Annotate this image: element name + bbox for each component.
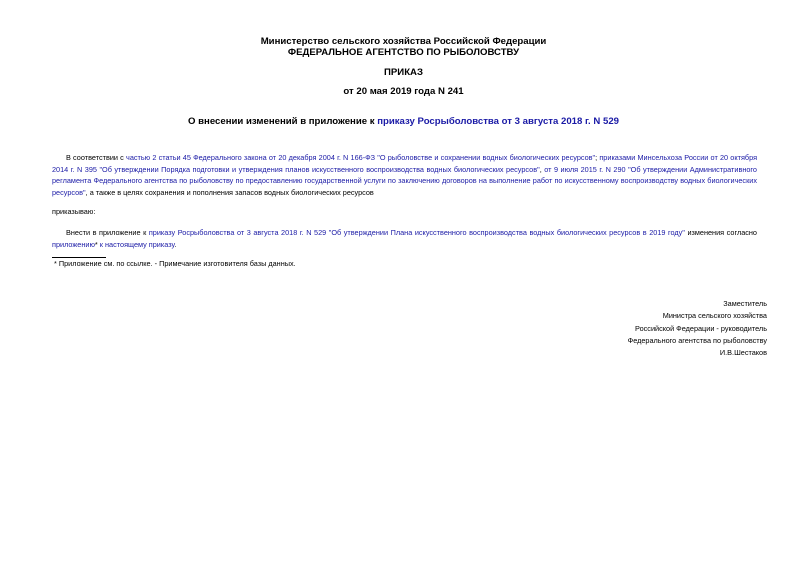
- p3-link-appendix[interactable]: приложению: [52, 239, 95, 249]
- p1-text-4: , а также в целях сохранения и пополнения запасов водных биологических ресурсов: [85, 187, 374, 197]
- document-subject: [0, 116, 807, 127]
- signature-title-3: Российской Федерации - руководитель: [635, 323, 767, 333]
- subject-prefix: О внесении изменений в приложение к: [188, 116, 378, 127]
- p3-link-order-529[interactable]: приказу Росрыболовства от 3 августа 2018 г. N 529 "Об утверждении Плана искусственного воспроизводства водных биологических ресурсов в 2019 году": [148, 228, 685, 237]
- ministry-name: Министерство сельского хозяйства Российской Федерации: [260, 36, 547, 47]
- signature-title-1: Заместитель: [723, 299, 767, 308]
- p1-text-1: В соответствии с: [66, 153, 127, 162]
- footnote: * Приложение см. по ссылке. - Примечание изготовителя базы данных.: [54, 259, 296, 268]
- p3-link-this-order[interactable]: к настоящему приказу: [99, 239, 175, 249]
- p1-text-3: ,: [539, 164, 545, 174]
- subject-link[interactable]: приказу Росрыболовства от 3 августа 2018 г. N 529: [377, 116, 619, 127]
- p1-text-2: ;: [595, 153, 600, 162]
- p3-text-2: изменения согласно: [684, 228, 757, 237]
- paragraph-order: приказываю:: [52, 207, 96, 216]
- document-date-number: от 20 мая 2019 года N 241: [343, 86, 464, 97]
- p1-link-order-290[interactable]: от 9 июля 2015 г. N 290 "Об утверждении Административного регламента Федерального агентства по рыболовству по предоставлению государственной услуги по заключению договоров на выполнение работ по искусственному воспроизводству водных биологических ресурсов": [52, 164, 757, 197]
- signature-name: И.В.Шестаков: [719, 348, 767, 358]
- document-type: ПРИКАЗ: [384, 67, 423, 78]
- signature-title-4: Федерального агентства по рыболовству: [627, 335, 767, 345]
- agency-name: ФЕДЕРАЛЬНОЕ АГЕНТСТВО ПО РЫБОЛОВСТВУ: [287, 47, 520, 58]
- paragraph-basis: [52, 152, 757, 198]
- p1-link-law[interactable]: частью 2 статьи 45 Федерального закона от 20 декабря 2004 г. N 166-ФЗ "О рыболовстве и сохранении водных биологических ресурсов": [126, 153, 596, 162]
- signature-block: [467, 298, 767, 359]
- signature-title-2: Министра сельского хозяйства: [662, 311, 767, 321]
- p3-text-1: Внести в приложение к: [66, 228, 149, 237]
- paragraph-amend: [52, 227, 757, 250]
- p1-link-order-395[interactable]: приказами Минсельхоза России от 20 октября 2014 г. N 395 "Об утверждении Порядка подготовки и утверждения планов искусственного воспроизводства водных биологических ресурсов": [52, 153, 758, 174]
- p3-text-4: .: [174, 239, 177, 249]
- p3-text-3: *: [94, 239, 100, 249]
